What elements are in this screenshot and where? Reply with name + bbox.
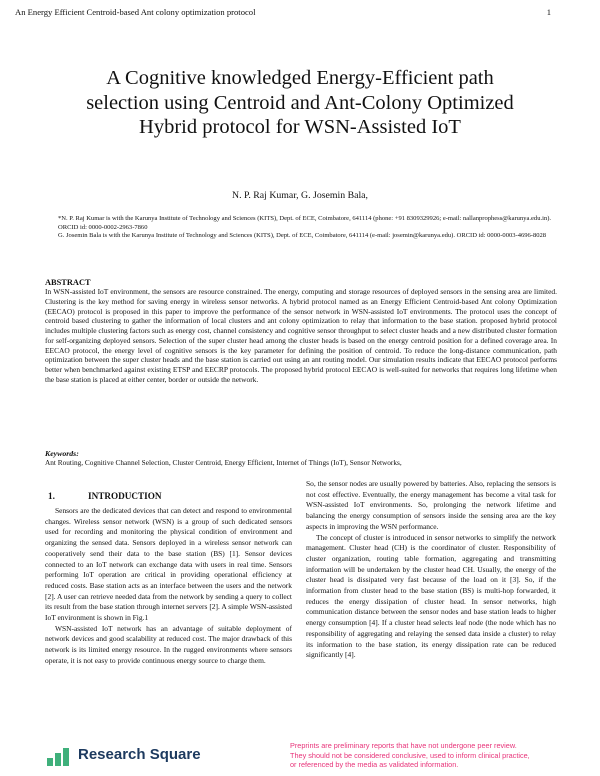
- disclaimer-line: Preprints are preliminary reports that have not undergone peer review.: [290, 741, 517, 750]
- preprint-disclaimer: [290, 741, 590, 770]
- affiliations: [58, 215, 568, 241]
- affiliation-2: G. Josemin Bala is with the Karunya Institute of Technology and Sciences (KITS), Dept. of ECE, Coimbatore, 641114 (e-mail: josemin@karunya.edu). ORCID id: 0000-0003-4696-8028: [58, 232, 547, 239]
- affiliation-1: *N. P. Raj Kumar is with the Karunya Institute of Technology and Sciences (KITS), Dept. of ECE, Coimbatore, 641114 (phone: +91 8309329926; e-mail: nallanprophess@karunya.edu.in). ORCID id: 0000-0002-2963-7860: [58, 215, 552, 231]
- paragraph: Sensors are the dedicated devices that can detect and respond to environmental changes. Wireless sensor network (WSN) is a group of such dedicated sensors used for recording and monitoring the physical condition of environment and organizing the sensed data. Sensors deployed in a wireless sensor network can cooperatively send their data to the base station (BS) [1]. Sensor devices connected to an IoT network can exchange data with users in real time. Sensors performing IoT operation are critical in providing operational efficiency at reduced costs. Base station acts as an interface between the users and the network [2]. A user can retrieve needed data from the network by sending a query to collect its result from the base station through internet servers [2]. A simple WSN-assisted IoT environment is shown in Fig.1: [45, 506, 292, 623]
- keywords-text: Ant Routing, Cognitive Channel Selection, Cluster Centroid, Energy Efficient, Internet of Things (IoT), Sensor Networks,: [45, 458, 402, 467]
- authors: N. P. Raj Kumar, G. Josemin Bala,: [232, 190, 368, 201]
- left-column: [45, 506, 292, 667]
- paragraph: The concept of cluster is introduced in sensor networks to simplify the network management. Cluster head (CH) is the coordinator of cluster. Responsibility of cluster organization, routing table formation, aggregating and transmitting information will be undertaken by the cluster head CH. Usually, the energy of the cluster head is dissipated very fast because of the load on it [3]. So, if the information from cluster head to the base station (BS) is multi-hop forwarded, it reduces the energy dissipation of cluster head. In sensor networks, high communication distance between the sensor nodes and base station leads to higher energy consumption [4]. If a cluster head selects leaf node (the node which has no responsibility of aggregating and relaying the sensed data inside a cluster) to relay its information to the base station, its energy dissipation rate can be reduced significantly [4].: [306, 532, 556, 660]
- abstract-heading: ABSTRACT: [45, 278, 91, 287]
- disclaimer-line: or referenced by the media as validated information.: [290, 760, 459, 770]
- disclaimer-line: They should not be considered conclusive, used to inform clinical practice,: [290, 750, 530, 760]
- research-square-logo-icon: [45, 744, 75, 768]
- paragraph: So, the sensor nodes are usually powered by batteries. Also, replacing the sensors is not cost effective. Eventually, the energy management has become a vital task for WSN-assisted IoT environments. So, prolonging the network lifetime and balancing the energy consumption of sensors inside the sensing area are the key aspects in improving the WSN performance.: [306, 479, 556, 531]
- section-title: INTRODUCTION: [88, 491, 162, 501]
- abstract-text: In WSN-assisted IoT environment, the sensors are resource constrained. The energy, computing and storage resources of deployed sensors in the sensing area are limited. Clustering is the key method for saving energy in wireless sensor networks. A hybrid protocol named as an Energy Efficient Centroid-based Ant colony Optimization (EECAO) protocol is proposed in this paper to improve the performance of the sensor network in WSN-assisted IoT environments. The protocol uses the concept of centroid based clustering to gather the information of local clusters and ant colony optimization to relay that information to the base station. proposed hybrid protocol includes multiple clustering factors such as energy cost, channel consistency and cognitive sensor throughput to select cluster heads and a new distributed cluster formation for self-organizing deployed sensors. Selection of the super cluster head among the cluster heads is based on the energy centroid position for a defined coverage area. In EECAO protocol, the energy level of cognitive sensors is the key parameter for defining the position of centroid. To reduce the long-distance communication, path optimization between the super cluster heads and the base station is carried out using an ant routing model. Our simulation results indicate that EECAO protocol performs better when benchmarked against existing ETSP and EECRP protocols. The proposed hybrid protocol EECAO is well-suited for networks that requires long lifetime when the base station is placed at either center, border or outside the network.: [45, 287, 557, 384]
- paragraph: WSN-assisted IoT network has an advantage of suitable deployment of network devices and good scalability at reduced cost. The major drawback of this network is its limited energy resource. In the rugged environments where sensors operate, it is not easy to provide continuous energy source to charge them.: [45, 623, 292, 665]
- research-square-logo-text: Research Square: [78, 746, 201, 763]
- section-number: 1.: [48, 491, 55, 501]
- section-heading: [48, 491, 162, 501]
- paper-title: A Cognitive knowledged Energy-Efficient path selection using Centroid and Ant-Colony Optimized Hybrid protocol for WSN-Assisted IoT: [86, 67, 514, 138]
- right-column: [306, 479, 556, 661]
- running-head: An Energy Efficient Centroid-based Ant colony optimization protocol: [15, 7, 256, 17]
- keywords-heading: Keywords:: [45, 449, 79, 458]
- page-number: 1: [546, 7, 551, 17]
